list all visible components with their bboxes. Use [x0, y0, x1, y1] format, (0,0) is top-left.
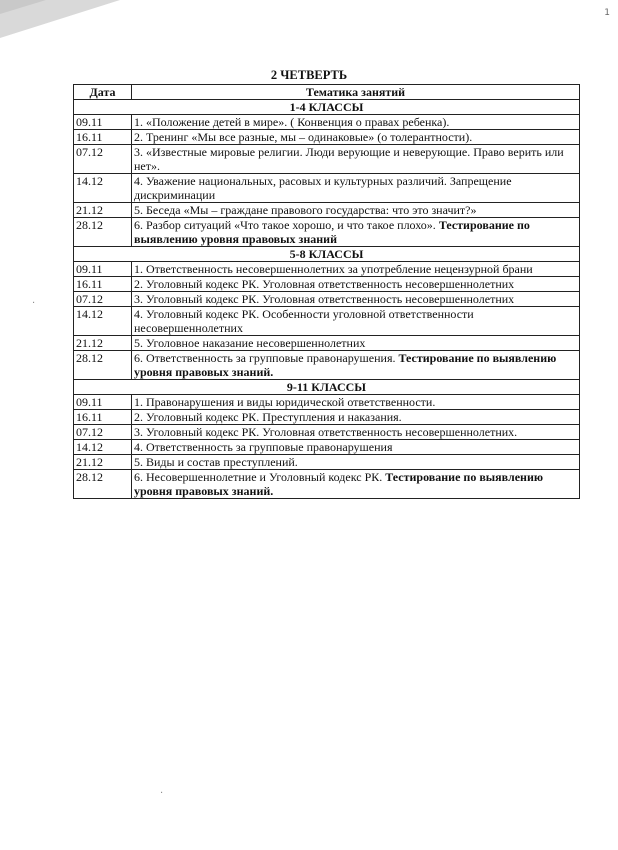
- section-row: [74, 380, 580, 395]
- row-date: 09.11: [74, 262, 132, 277]
- scan-speck: ·: [160, 788, 164, 799]
- row-topic-text: 6. Разбор ситуаций «Что такое хорошо, и что такое плохо».: [134, 218, 439, 232]
- section-heading: 5-8 КЛАССЫ: [74, 247, 580, 262]
- table-row: [74, 262, 580, 277]
- row-topic-text: 3. «Известные мировые религии. Люди верующие и неверующие. Право верить или нет».: [134, 145, 564, 173]
- section-heading: 1-4 КЛАССЫ: [74, 100, 580, 115]
- row-date: 21.12: [74, 336, 132, 351]
- scan-speck: ·: [32, 298, 36, 309]
- row-topic: [132, 115, 580, 130]
- row-date: 07.12: [74, 145, 132, 174]
- table-row: [74, 307, 580, 336]
- row-topic-text: 5. Виды и состав преступлений.: [134, 455, 298, 469]
- row-date: 14.12: [74, 307, 132, 336]
- table-row: [74, 292, 580, 307]
- row-topic: [132, 351, 580, 380]
- row-topic: [132, 410, 580, 425]
- row-date: 16.11: [74, 130, 132, 145]
- row-topic-text: 4. Уважение национальных, расовых и культурных различий. Запрещение дискриминации: [134, 174, 512, 202]
- row-topic: [132, 470, 580, 499]
- row-date: 28.12: [74, 470, 132, 499]
- scan-shadow-inner: [0, 0, 46, 14]
- row-date: 16.11: [74, 277, 132, 292]
- table-row: [74, 395, 580, 410]
- row-topic: [132, 440, 580, 455]
- section-row: [74, 247, 580, 262]
- row-topic-text: 2. Тренинг «Мы все разные, мы – одинаковые» (о толерантности).: [134, 130, 473, 144]
- table-row: [74, 455, 580, 470]
- table-body: [74, 100, 580, 499]
- row-topic: [132, 455, 580, 470]
- row-topic: [132, 277, 580, 292]
- row-topic: [132, 395, 580, 410]
- table-row: [74, 440, 580, 455]
- table-row: [74, 410, 580, 425]
- table-row: [74, 218, 580, 247]
- row-topic: [132, 218, 580, 247]
- row-topic: [132, 203, 580, 218]
- row-topic-text: 3. Уголовный кодекс РК. Уголовная ответственность несовершеннолетних.: [134, 425, 518, 439]
- row-date: 16.11: [74, 410, 132, 425]
- table-header-row: [74, 85, 580, 100]
- row-date: 09.11: [74, 395, 132, 410]
- table-row: [74, 115, 580, 130]
- row-topic-text: 1. «Положение детей в мире». ( Конвенция о правах ребенка).: [134, 115, 450, 129]
- row-topic: [132, 145, 580, 174]
- row-topic: [132, 336, 580, 351]
- row-date: 21.12: [74, 455, 132, 470]
- row-date: 14.12: [74, 440, 132, 455]
- row-date: 14.12: [74, 174, 132, 203]
- row-topic: [132, 262, 580, 277]
- section-row: [74, 100, 580, 115]
- row-topic-bold-text: Тестирование по выявлению уровня правовых знаний.: [134, 351, 557, 379]
- schedule-table: [73, 84, 580, 499]
- table-row: [74, 336, 580, 351]
- page-title: 2 ЧЕТВЕРТЬ: [270, 68, 348, 82]
- row-topic-text: 6. Ответственность за групповые правонарушения.: [134, 351, 399, 365]
- row-topic-text: 2. Уголовный кодекс РК. Уголовная ответственность несовершеннолетних: [134, 277, 515, 291]
- row-topic-bold-text: Тестирование по выявлению уровня правовых знаний: [134, 218, 530, 246]
- corner-mark: 1: [604, 8, 610, 18]
- row-topic-text: 4. Уголовный кодекс РК. Особенности уголовной ответственности несовершеннолетних: [134, 307, 474, 335]
- table-row: [74, 174, 580, 203]
- row-topic-text: 5. Беседа «Мы – граждане правового государства: что это значит?»: [134, 203, 477, 217]
- row-topic-text: 6. Несовершеннолетние и Уголовный кодекс РК.: [134, 470, 386, 484]
- row-topic: [132, 425, 580, 440]
- row-topic: [132, 130, 580, 145]
- row-topic-text: 4. Ответственность за групповые правонарушения: [134, 440, 393, 454]
- row-date: 09.11: [74, 115, 132, 130]
- row-date: 28.12: [74, 351, 132, 380]
- row-topic-text: 3. Уголовный кодекс РК. Уголовная ответственность несовершеннолетних: [134, 292, 515, 306]
- table-row: [74, 203, 580, 218]
- row-topic: [132, 174, 580, 203]
- table-row: [74, 351, 580, 380]
- row-date: 07.12: [74, 292, 132, 307]
- row-topic-text: 2. Уголовный кодекс РК. Преступления и наказания.: [134, 410, 402, 424]
- table-row: [74, 425, 580, 440]
- table-row: [74, 470, 580, 499]
- section-heading: 9-11 КЛАССЫ: [74, 380, 580, 395]
- row-topic-text: 5. Уголовное наказание несовершеннолетних: [134, 336, 366, 350]
- table-row: [74, 277, 580, 292]
- row-topic: [132, 307, 580, 336]
- header-topic: Тематика занятий: [132, 85, 580, 100]
- row-topic-bold-text: Тестирование по выявлению уровня правовых знаний.: [134, 470, 544, 498]
- header-date: Дата: [74, 85, 132, 100]
- row-date: 21.12: [74, 203, 132, 218]
- row-date: 07.12: [74, 425, 132, 440]
- table-row: [74, 145, 580, 174]
- row-topic-text: 1. Правонарушения и виды юридической ответственности.: [134, 395, 436, 409]
- table-row: [74, 130, 580, 145]
- row-topic-text: 1. Ответственность несовершеннолетних за употребление нецензурной брани: [134, 262, 533, 276]
- row-topic: [132, 292, 580, 307]
- row-date: 28.12: [74, 218, 132, 247]
